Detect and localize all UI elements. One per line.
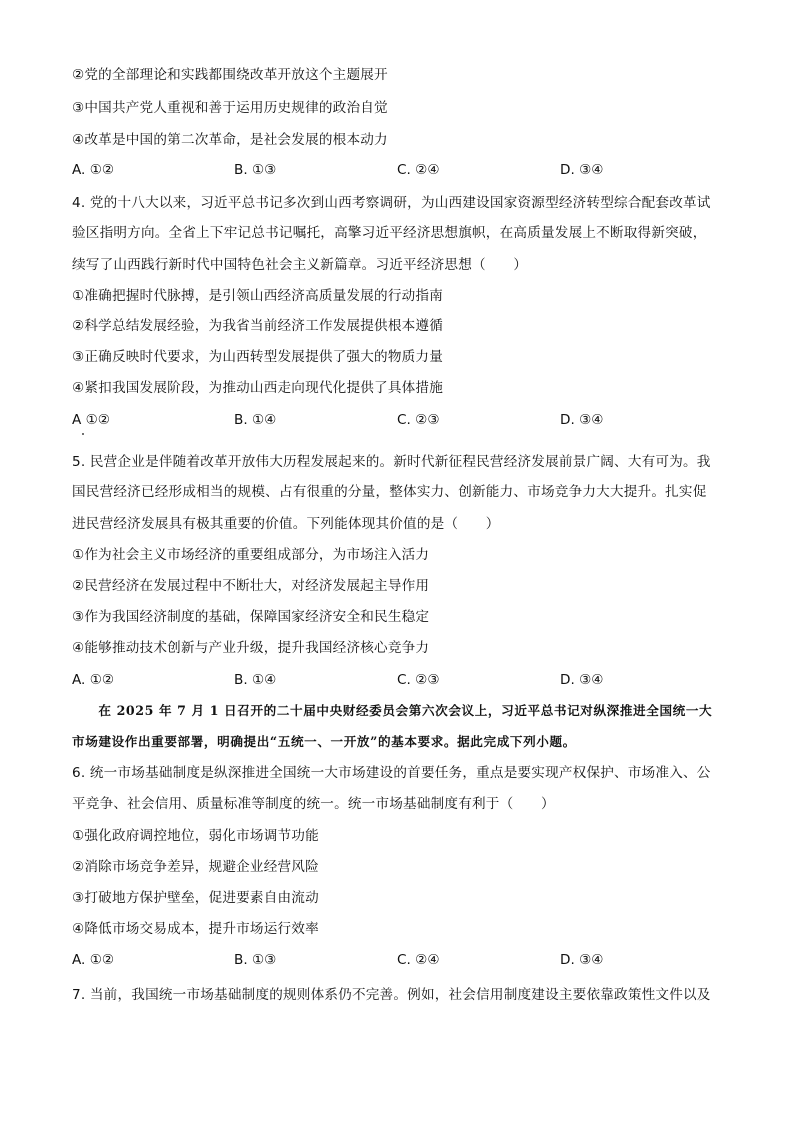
q4-item-4: ④紧扣我国发展阶段，为推动山西走向现代化提供了具体措施 bbox=[72, 380, 444, 396]
q3-option-c: C. ②④ bbox=[397, 162, 440, 178]
q5-stem-line-2: 国民营经济已经形成相当的规模、占有很重的分量，整体实力、创新能力、市场竞争力大大提升。扎实促 bbox=[72, 484, 707, 500]
q3-option-d: D. ③④ bbox=[560, 162, 604, 178]
q3-item-4: ④改革是中国的第二次革命，是社会发展的根本动力 bbox=[72, 132, 388, 148]
q5-item-2: ②民营经济在发展过程中不断壮大，对经济发展起主导作用 bbox=[72, 578, 430, 594]
q6-option-b: B. ①③ bbox=[234, 952, 277, 968]
q5-option-a: A. ①② bbox=[72, 672, 115, 688]
q6-item-2: ②消除市场竞争差异，规避企业经营风险 bbox=[72, 859, 319, 875]
scan-dot bbox=[82, 433, 84, 435]
q5-option-b: B. ①④ bbox=[234, 672, 277, 688]
q4-stem-line-3: 续写了山西践行新时代中国特色社会主义新篇章。习近平经济思想（ ） bbox=[72, 257, 528, 273]
q6-item-1: ①强化政府调控地位，弱化市场调节功能 bbox=[72, 828, 319, 844]
q6-options bbox=[72, 950, 732, 970]
material-line-1: 在 2025 年 7 月 1 日召开的二十届中央财经委员会第六次会议上，习近平总书记对纵深推进全国统一大 bbox=[72, 703, 713, 718]
q4-option-a: A ①② bbox=[72, 412, 110, 428]
q3-option-b: B. ①③ bbox=[234, 162, 277, 178]
q3-option-a: A. ①② bbox=[72, 162, 115, 178]
q5-options bbox=[72, 670, 732, 690]
q4-option-d: D. ③④ bbox=[560, 412, 604, 428]
q3-item-2: ②党的全部理论和实践都围绕改革开放这个主题展开 bbox=[72, 67, 388, 83]
material-line-2: 市场建设作出重要部署，明确提出“五统一、一开放”的基本要求。据此完成下列小题。 bbox=[72, 734, 576, 749]
q4-item-2: ②科学总结发展经验，为我省当前经济工作发展提供根本遵循 bbox=[72, 318, 444, 334]
q7-stem-line-1: 7. 当前，我国统一市场基础制度的规则体系仍不完善。例如，社会信用制度建设主要依靠政策性文件以及 bbox=[72, 987, 711, 1003]
q4-option-c: C. ②③ bbox=[397, 412, 440, 428]
q4-item-3: ③正确反映时代要求，为山西转型发展提供了强大的物质力量 bbox=[72, 349, 444, 365]
q4-options bbox=[72, 410, 732, 430]
q4-stem-line-1: 4. 党的十八大以来，习近平总书记多次到山西考察调研，为山西建设国家资源型经济转型综合配套改革试 bbox=[72, 195, 711, 211]
q4-item-1: ①准确把握时代脉搏，是引领山西经济高质量发展的行动指南 bbox=[72, 288, 444, 304]
q5-option-c: C. ②③ bbox=[397, 672, 440, 688]
q6-option-c: C. ②④ bbox=[397, 952, 440, 968]
q3-item-3: ③中国共产党人重视和善于运用历史规律的政治自觉 bbox=[72, 100, 388, 116]
q6-stem-line-1: 6. 统一市场基础制度是纵深推进全国统一大市场建设的首要任务，重点是要实现产权保护、市场准入、公 bbox=[72, 765, 711, 781]
q6-item-3: ③打破地方保护壁垒，促进要素自由流动 bbox=[72, 890, 319, 906]
q4-stem-line-2: 验区指明方向。全省上下牢记总书记嘱托，高擎习近平经济思想旗帜，在高质量发展上不断取得新突破， bbox=[72, 225, 707, 241]
q3-options bbox=[72, 160, 732, 180]
q4-option-b: B. ①④ bbox=[234, 412, 277, 428]
q5-item-4: ④能够推动技术创新与产业升级，提升我国经济核心竞争力 bbox=[72, 640, 430, 656]
q5-stem-line-1: 5. 民营企业是伴随着改革开放伟大历程发展起来的。新时代新征程民营经济发展前景广阔、大有可为。我 bbox=[72, 454, 711, 470]
q5-item-1: ①作为社会主义市场经济的重要组成部分，为市场注入活力 bbox=[72, 547, 430, 563]
q5-item-3: ③作为我国经济制度的基础，保障国家经济安全和民生稳定 bbox=[72, 609, 430, 625]
q6-option-d: D. ③④ bbox=[560, 952, 604, 968]
q5-option-d: D. ③④ bbox=[560, 672, 604, 688]
q6-item-4: ④降低市场交易成本，提升市场运行效率 bbox=[72, 921, 319, 937]
q5-stem-line-3: 进民营经济发展具有极其重要的价值。下列能体现其价值的是（ ） bbox=[72, 516, 500, 532]
q6-option-a: A. ①② bbox=[72, 952, 115, 968]
q6-stem-line-2: 平竞争、社会信用、质量标准等制度的统一。统一市场基础制度有利于（ ） bbox=[72, 796, 555, 812]
